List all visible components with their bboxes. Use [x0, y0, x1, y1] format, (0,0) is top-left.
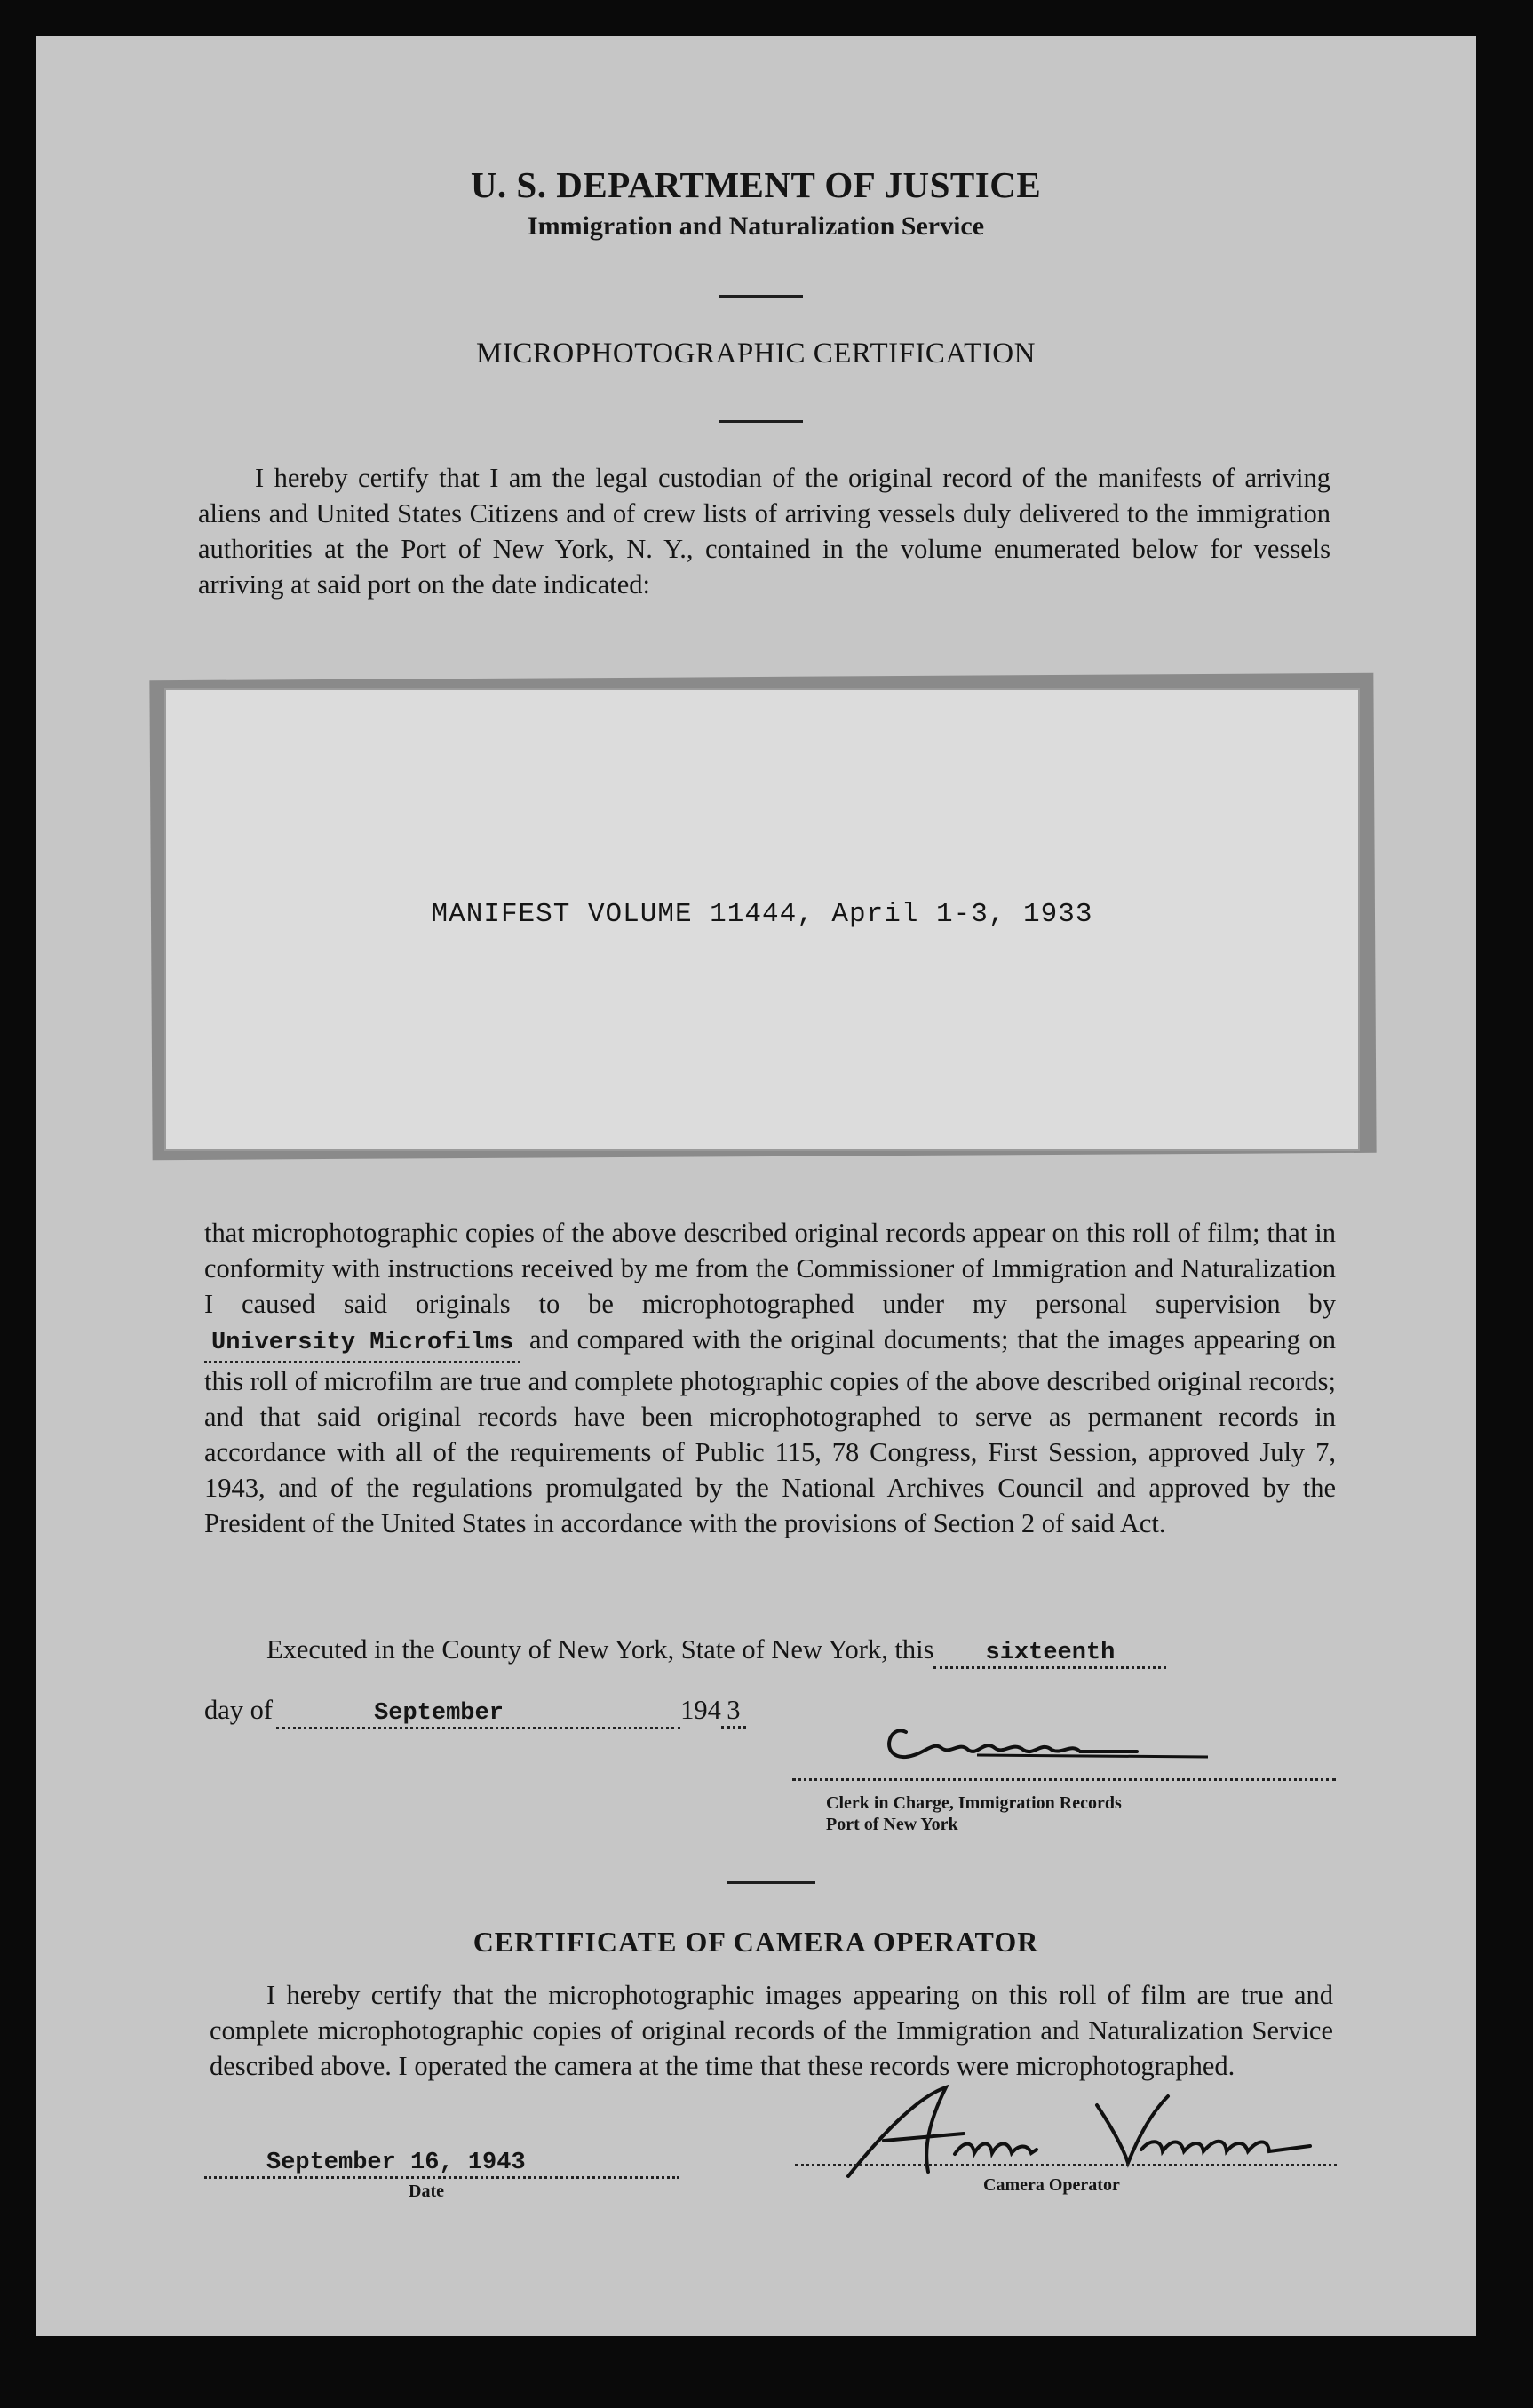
year-prefix: 194 — [680, 1695, 721, 1725]
certificate-page — [36, 36, 1476, 2336]
month-field — [276, 1695, 680, 1729]
camera-certificate-heading: CERTIFICATE OF CAMERA OPERATOR — [473, 1926, 1039, 1958]
copies-paragraph-part2: and compared with the original documents; that the images appearing on this roll of microfilm are true and complete photographic copies of the above described original records; and that said original records have been microphotographed to serve as permanent records in accordance with all of the requirements of Public 115, 78 Congress, First Session, approved July 7, 1943, and of the regulations promulgated by the National Archives Council and approved by the President of the United States in accordance with the provisions of Section 2 of said Act. — [204, 1324, 1336, 1538]
clerk-title-line1: Clerk in Charge, Immigration Records — [826, 1793, 1122, 1813]
volume-card — [164, 688, 1360, 1151]
operator-date-field — [204, 2150, 679, 2179]
camera-certificate-paragraph: I hereby certify that the microphotographic images appearing on this roll of film are true and complete microphotographic copies of original records of the Immigration and Naturalization Service described above. I operated the camera at the time that these records were microphotographed. — [210, 1980, 1333, 2081]
year-digit-value: 3 — [727, 1695, 741, 1725]
month-value: September — [374, 1700, 504, 1727]
service-subtitle: Immigration and Naturalization Service — [527, 211, 985, 241]
operator-signature-line — [795, 2164, 1337, 2166]
execution-line — [266, 1634, 1336, 1669]
divider-middle — [727, 1881, 815, 1884]
clerk-title-line2: Port of New York — [826, 1815, 958, 1834]
divider-under-heading — [719, 420, 803, 423]
camera-operator-label: Camera Operator — [983, 2175, 1120, 2195]
copies-paragraph-part1: that microphotographic copies of the above described original records appear on this roll of film; that in conformity with instructions received by me from the Commissioner of Immigration and Naturalization I caused said originals to be microphotographed under my personal supervision by — [204, 1218, 1336, 1319]
year-digit-field — [721, 1695, 746, 1729]
divider-top — [719, 295, 803, 298]
operator-date-value: September 16, 1943 — [266, 2150, 526, 2176]
day-ordinal-value: sixteenth — [985, 1640, 1116, 1666]
day-ordinal-field — [933, 1634, 1166, 1669]
clerk-title — [826, 1792, 1122, 1835]
clerk-signature-line — [792, 1778, 1336, 1781]
camera-operator-signature — [830, 2078, 1346, 2189]
certification-heading: MICROPHOTOGRAPHIC CERTIFICATION — [476, 338, 1036, 370]
custodian-paragraph: I hereby certify that I am the legal custodian of the original record of the manifests of arriving aliens and United States Citizens and of crew lists of arriving vessels duly delivered to the immigration authorities at the Port of New York, N. Y., contained in the volume enumerated below for vessels arriving at said port on the date indicated: — [198, 463, 1330, 600]
filmed-by-value: University Microfilms — [211, 1330, 514, 1356]
department-title: U. S. DEPARTMENT OF JUSTICE — [470, 164, 1042, 205]
execution-prefix: Executed in the County of New York, State of New York, this — [266, 1634, 934, 1665]
copies-paragraph — [204, 1215, 1336, 1541]
filmed-by-field — [204, 1322, 520, 1363]
date-label: Date — [409, 2182, 444, 2201]
clerk-signature — [870, 1705, 1252, 1776]
day-of-label: day of — [204, 1695, 274, 1725]
volume-card-text: MANIFEST VOLUME 11444, April 1-3, 1933 — [431, 899, 1093, 930]
